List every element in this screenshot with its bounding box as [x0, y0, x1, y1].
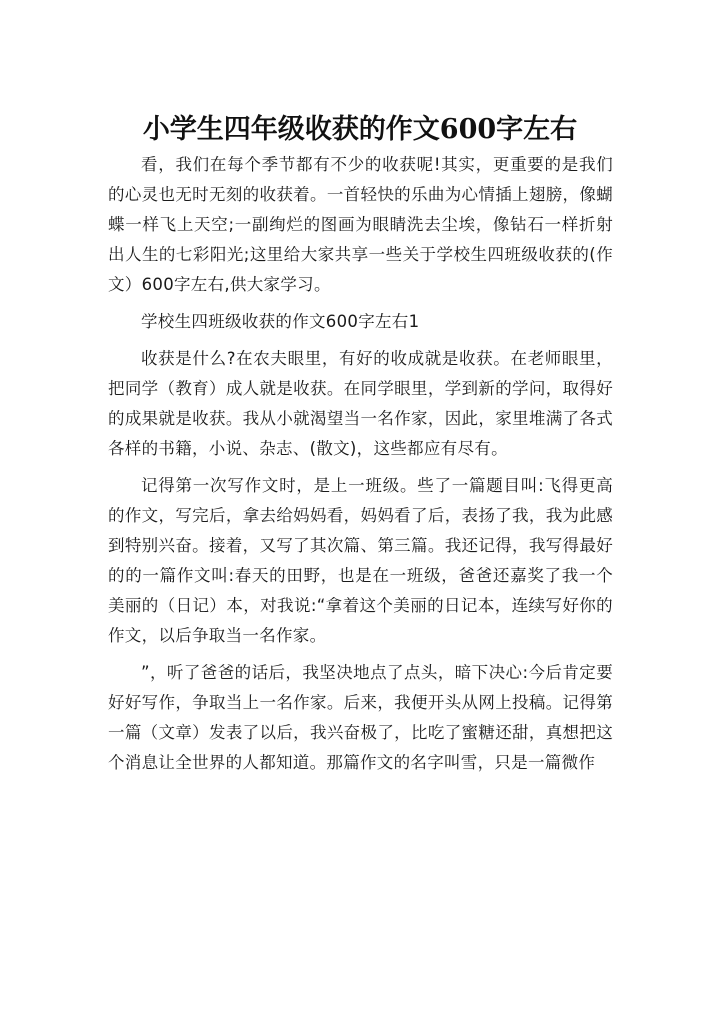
document-title: 小学生四年级收获的作文600字左右: [142, 114, 578, 145]
paragraph-intro: 看，我们在每个季节都有不少的收获呢!其实，更重要的是我们的心灵也无时无刻的收获着。一首轻快的乐曲为心情插上翅膀，像蝴蝶一样飞上天空;一副绚烂的图画为眼睛洗去尘埃，像钻石一样折射出人生的七彩阳光;这里给大家共享一些关于学校生四班级收获的(作文）600字左右,供大家学习。: [108, 155, 613, 294]
paragraph: 收获是什么?在农夫眼里，有好的收成就是收获。在老师眼里，把同学（教育）成人就是收获。在同学眼里，学到新的学问，取得好的成果就是收获。我从小就渴望当一名作家，因此，家里堆满了各式各样的书籍，小说、杂志、(散文)，这些都应有尽有。: [108, 349, 613, 458]
paragraph: ”，听了爸爸的话后，我坚决地点了点头，暗下决心:今后肯定要好好写作，争取当上一名作家。后来，我便开头从网上投稿。记得第一篇（文章）发表了以后，我兴奋极了，比吃了蜜糖还甜，真想把这个消息让全世界的人都知道。那篇作文的名字叫雪，只是一篇微作: [108, 663, 613, 772]
paragraph: 记得第一次写作文时，是上一班级。些了一篇题目叫:飞得更高的作文，写完后，拿去给妈妈看，妈妈看了后，表扬了我，我为此感到特别兴奋。接着，又写了其次篇、第三篇。我还记得，我写得最好的的一篇作文叫:春天的田野，也是在一班级，爸爸还嘉奖了我一个美丽的（日记）本，对我说:“拿着这个美丽的日记本，连续写好你的作文，以后争取当一名作家。: [108, 476, 613, 645]
document-body: [108, 150, 613, 785]
section-heading: 学校生四班级收获的作文600字左右1: [141, 312, 420, 331]
